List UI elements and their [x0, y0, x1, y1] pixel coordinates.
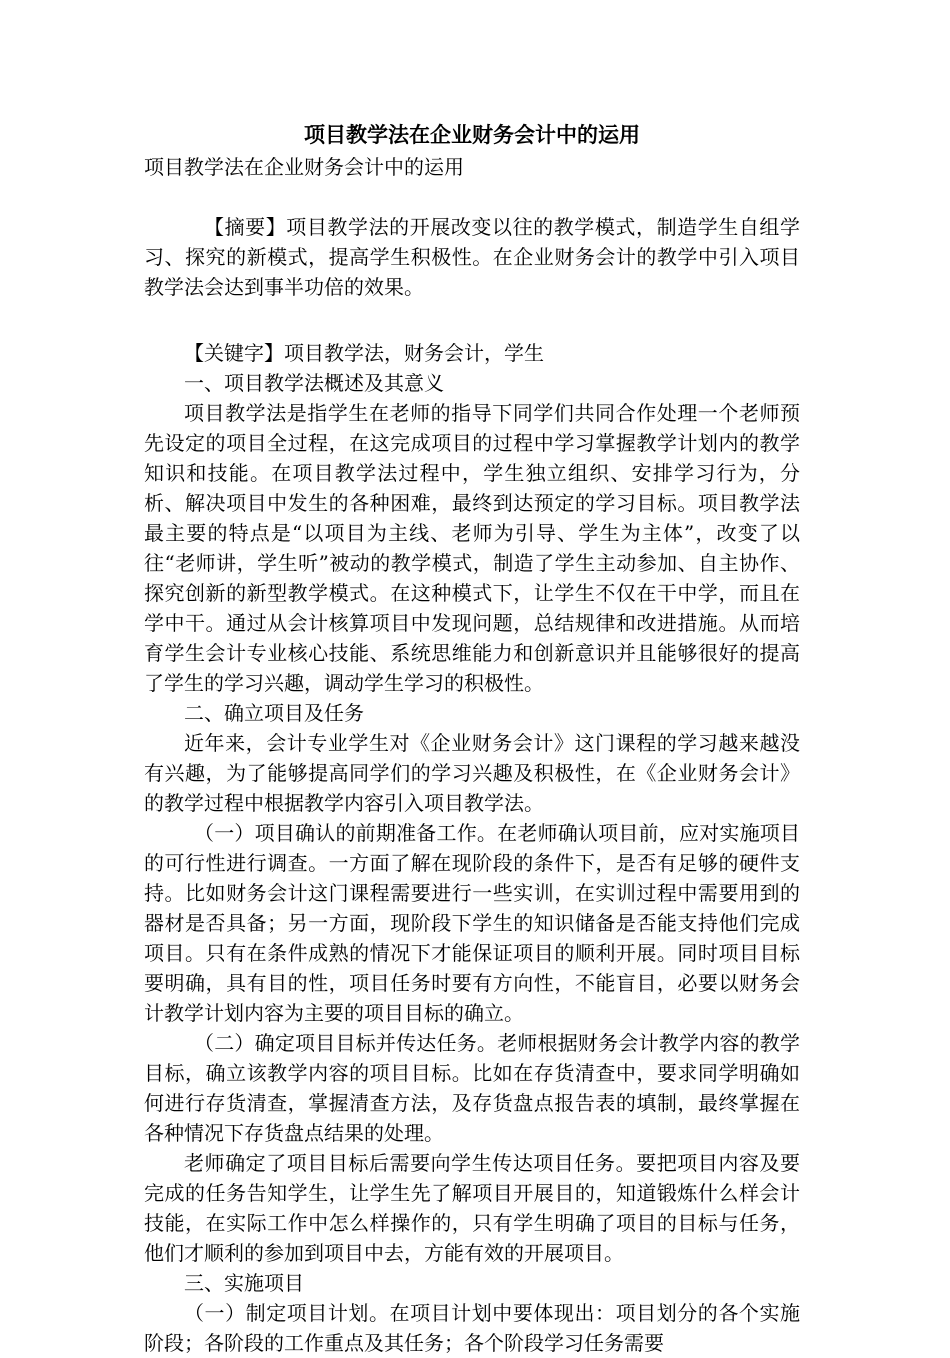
spacer: [144, 182, 800, 212]
keywords-line: 【关键字】项目教学法，财务会计，学生: [184, 341, 544, 365]
section1-paragraph-1: 项目教学法是指学生在老师的指导下同学们共同合作处理一个老师预先设定的项目全过程，在这完成项目的过程中学习掌握教学计划内的教学知识和技能。在项目教学法过程中，学生独立组织、安排学习行为，分析、解决项目中发生的各种困难，最终到达预定的学习目标。项目教学法最主要的特点是“以项目为主线、老师为引导、学生为主体”，改变了以往“老师讲，学生听”被动的教学模式，制造了学生主动参加、自主协作、探究创新的新型教学模式。在这种模式下，让学生不仅在干中学，而且在学中干。通过从会计核算项目中发现问题，总结规律和改进措施。从而培育学生会计专业核心技能、系统思维能力和创新意识并且能够很好的提高了学生的学习兴趣，调动学生学习的积极性。: [144, 401, 800, 695]
abstract-paragraph: 【摘要】项目教学法的开展改变以往的教学模式，制造学生自组学习、探究的新模式，提高学生积极性。在企业财务会计的教学中引入项目教学法会达到事半功倍的效果。: [144, 215, 800, 299]
spacer: [144, 302, 800, 338]
section2-paragraph-4: 老师确定了项目目标后需要向学生传达项目任务。要把项目内容及要完成的任务告知学生，让学生先了解项目开展目的，知道锻炼什么样会计技能，在实际工作中怎么样操作的，只有学生明确了项目的目标与任务，他们才顺利的参加到项目中去，方能有效的开展项目。: [144, 1151, 800, 1265]
section-heading-3: 三、实施项目: [184, 1271, 304, 1295]
section-heading-1: 一、项目教学法概述及其意义: [184, 371, 444, 395]
document-subtitle: 项目教学法在企业财务会计中的运用: [144, 155, 464, 179]
section-heading-2: 二、确立项目及任务: [184, 701, 364, 725]
section3-paragraph-1: （一）制定项目计划。在项目计划中要体现出：项目划分的各个实施阶段；各阶段的工作重点及其任务；各个阶段学习任务需要: [144, 1301, 800, 1355]
section2-paragraph-2: （一）项目确认的前期准备工作。在老师确认项目前，应对实施项目的可行性进行调查。一方面了解在现阶段的条件下，是否有足够的硬件支持。比如财务会计这门课程需要进行一些实训，在实训过程中需要用到的器材是否具备；另一方面，现阶段下学生的知识储备是否能支持他们完成项目。只有在条件成熟的情况下才能保证项目的顺利开展。同时项目目标要明确，具有目的性，项目任务时要有方向性，不能盲目，必要以财务会计教学计划内容为主要的项目目标的确立。: [144, 821, 800, 1025]
section2-paragraph-1: 近年来，会计专业学生对《企业财务会计》这门课程的学习越来越没有兴趣，为了能够提高同学们的学习兴趣及积极性，在《企业财务会计》的教学过程中根据教学内容引入项目教学法。: [144, 731, 800, 815]
document-page: [144, 118, 800, 1358]
document-title: 项目教学法在企业财务会计中的运用: [304, 123, 640, 147]
section2-paragraph-3: （二）确定项目目标并传达任务。老师根据财务会计教学内容的教学目标，确立该教学内容的项目目标。比如在存货清查中，要求同学明确如何进行存货清查，掌握清查方法，及存货盘点报告表的填制，最终掌握在各种情况下存货盘点结果的处理。: [144, 1031, 800, 1145]
